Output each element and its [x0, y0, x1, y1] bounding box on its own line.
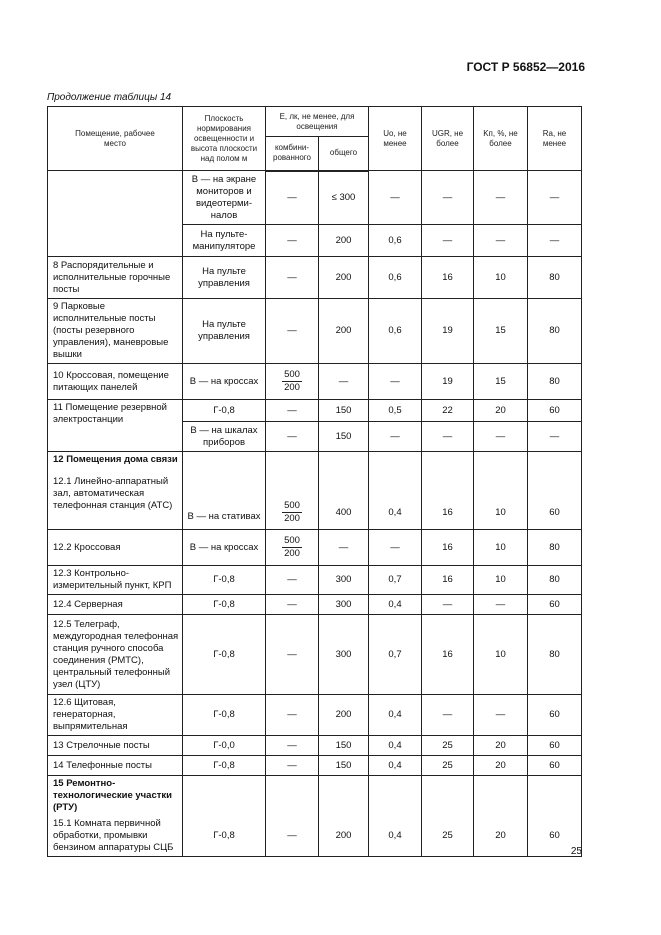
ugr-cell: 19 [422, 299, 474, 364]
general-cell: 200 [319, 776, 369, 857]
document-code: ГОСТ Р 56852—2016 [466, 60, 585, 74]
general-cell: ≤ 300 [319, 171, 369, 225]
plane-cell: В — на стативах [183, 452, 266, 530]
table-row [48, 776, 582, 857]
combined-cell: — [266, 400, 319, 422]
plane-cell: Г-0,8 [183, 695, 266, 736]
ra-cell: — [528, 171, 582, 225]
combined-cell: — [266, 595, 319, 615]
combined-cell: — [266, 615, 319, 695]
kp-cell: 20 [474, 776, 528, 857]
table-row [48, 171, 582, 225]
fraction-denominator: 200 [284, 548, 300, 559]
header-illuminance-group: E, лк, не менее, для освещения [266, 107, 369, 137]
room-cell: 14 Телефонные посты [48, 756, 183, 776]
room-cell [48, 776, 183, 857]
combined-cell: — [266, 566, 319, 595]
table-row [48, 530, 582, 566]
ugr-cell: 25 [422, 756, 474, 776]
ugr-cell: — [422, 695, 474, 736]
room-cell: 12.4 Серверная [48, 595, 183, 615]
kp-cell: 10 [474, 452, 528, 530]
fraction-numerator: 500 [284, 535, 300, 546]
lighting-norms-table [47, 106, 582, 857]
combined-cell: — [266, 695, 319, 736]
header-combined: комбинированного [266, 137, 319, 171]
uo-cell: — [369, 422, 422, 452]
ra-cell: 60 [528, 776, 582, 857]
table-row [48, 452, 582, 530]
general-cell: 150 [319, 756, 369, 776]
general-cell: 300 [319, 615, 369, 695]
combined-cell [266, 452, 319, 530]
kp-cell: — [474, 171, 528, 225]
room-cell: 12.2 Кроссовая [48, 530, 183, 566]
combined-cell: — [266, 776, 319, 857]
combined-fraction [282, 369, 302, 394]
section-title: 12 Помещения дома связи [53, 454, 178, 465]
ugr-cell: — [422, 422, 474, 452]
kp-cell: 20 [474, 736, 528, 756]
kp-cell: — [474, 422, 528, 452]
section-title: 15 Ремонтно-технологические участки (РТУ) [53, 778, 172, 813]
plane-cell: Г-0,8 [183, 566, 266, 595]
plane-cell: На пульте-манипуляторе [183, 225, 266, 257]
room-cell: 12.3 Контрольно-измерительный пункт, КРП [48, 566, 183, 595]
room-label: 12.1 Линейно-аппаратный зал, автоматическая телефонная станция (АТС) [53, 476, 173, 511]
combined-fraction [282, 500, 302, 525]
general-cell: 300 [319, 566, 369, 595]
uo-cell: 0,4 [369, 595, 422, 615]
plane-cell: На пульте управления [183, 257, 266, 299]
table-caption: Продолжение таблицы 14 [47, 92, 172, 103]
uo-cell: 0,4 [369, 695, 422, 736]
general-cell: — [319, 530, 369, 566]
uo-cell: 0,6 [369, 257, 422, 299]
ra-cell: 80 [528, 364, 582, 400]
table-row [48, 736, 582, 756]
room-cell: 12.5 Телеграф, междугородная телефонная станция ручного способа соединения (РМТС), центральный телефонный узел (ЦТУ) [48, 615, 183, 695]
ugr-cell: — [422, 225, 474, 257]
uo-cell: — [369, 530, 422, 566]
combined-cell: — [266, 756, 319, 776]
combined-cell [266, 364, 319, 400]
plane-cell: Г-0,8 [183, 776, 266, 857]
general-cell: 150 [319, 422, 369, 452]
uo-cell: 0,4 [369, 452, 422, 530]
kp-cell: 20 [474, 400, 528, 422]
general-cell: 200 [319, 695, 369, 736]
ra-cell: 60 [528, 756, 582, 776]
ra-cell: 80 [528, 615, 582, 695]
uo-cell: — [369, 171, 422, 225]
table-row [48, 756, 582, 776]
combined-cell: — [266, 225, 319, 257]
combined-cell: — [266, 257, 319, 299]
combined-cell: — [266, 171, 319, 225]
ra-cell: — [528, 422, 582, 452]
table-row [48, 299, 582, 364]
uo-cell: 0,6 [369, 299, 422, 364]
ugr-cell: 22 [422, 400, 474, 422]
room-cell: 11 Помещение резервной электростанции [48, 400, 183, 452]
kp-cell: — [474, 225, 528, 257]
combined-cell: — [266, 422, 319, 452]
room-cell [48, 452, 183, 530]
plane-cell: На пульте управления [183, 299, 266, 364]
combined-cell: — [266, 299, 319, 364]
uo-cell: 0,7 [369, 566, 422, 595]
ra-cell: 80 [528, 257, 582, 299]
room-cell: 8 Распорядительные и исполнительные горочные посты [48, 257, 183, 299]
kp-cell: — [474, 695, 528, 736]
room-cell: 10 Кроссовая, помещение питающих панелей [48, 364, 183, 400]
kp-cell: 10 [474, 257, 528, 299]
fraction-numerator: 500 [284, 500, 300, 511]
general-cell: 200 [319, 299, 369, 364]
ugr-cell: 25 [422, 736, 474, 756]
plane-cell: В — на шкалах приборов [183, 422, 266, 452]
table-row [48, 400, 582, 422]
uo-cell: 0,7 [369, 615, 422, 695]
table-row [48, 695, 582, 736]
uo-cell: 0,4 [369, 776, 422, 857]
general-cell: 200 [319, 257, 369, 299]
page-number: 25 [570, 846, 582, 857]
uo-cell: — [369, 364, 422, 400]
ugr-cell: 25 [422, 776, 474, 857]
room-cell: 12.6 Щитовая, генераторная, выпрямительная [48, 695, 183, 736]
kp-cell: 20 [474, 756, 528, 776]
ugr-cell: — [422, 595, 474, 615]
ra-cell: — [528, 225, 582, 257]
kp-cell: 10 [474, 615, 528, 695]
ra-cell: 60 [528, 736, 582, 756]
ugr-cell: 19 [422, 364, 474, 400]
plane-cell: В — на экране мониторов и видеотерминалов [183, 171, 266, 225]
room-cell: 13 Стрелочные посты [48, 736, 183, 756]
table-row [48, 257, 582, 299]
general-cell: 200 [319, 225, 369, 257]
kp-cell: 15 [474, 299, 528, 364]
ra-cell: 60 [528, 595, 582, 615]
plane-cell: Г-0,8 [183, 756, 266, 776]
ra-cell: 60 [528, 695, 582, 736]
ra-cell: 80 [528, 299, 582, 364]
room-label: 15.1 Комната первичной обработки, промывки бензином аппаратуры СЦБ [53, 818, 174, 853]
uo-cell: 0,4 [369, 756, 422, 776]
plane-cell: Г-0,0 [183, 736, 266, 756]
table-row [48, 615, 582, 695]
combined-cell [266, 530, 319, 566]
plane-cell: В — на кроссах [183, 530, 266, 566]
ugr-cell: 16 [422, 452, 474, 530]
kp-cell: 10 [474, 530, 528, 566]
fraction-numerator: 500 [284, 369, 300, 380]
ra-cell: 80 [528, 566, 582, 595]
room-cell: 9 Парковые исполнительные посты (посты резервного управления), маневровые вышки [48, 299, 183, 364]
general-cell: 150 [319, 400, 369, 422]
uo-cell: 0,5 [369, 400, 422, 422]
header-ugr: UGR, не более [422, 107, 474, 171]
kp-cell: 10 [474, 566, 528, 595]
header-uo: Uo, не менее [369, 107, 422, 171]
header-plane: Плоскость нормирования освещенности и высота плоскости над полом м [183, 107, 266, 171]
combined-cell: — [266, 736, 319, 756]
header-general: общего [319, 137, 369, 171]
ra-cell: 80 [528, 530, 582, 566]
table-row [48, 364, 582, 400]
combined-fraction [282, 535, 302, 560]
ra-cell: 60 [528, 452, 582, 530]
kp-cell: — [474, 595, 528, 615]
header-room: Помещение, рабочее место [48, 107, 183, 171]
ra-cell: 60 [528, 400, 582, 422]
general-cell: 300 [319, 595, 369, 615]
table-row [48, 566, 582, 595]
uo-cell: 0,6 [369, 225, 422, 257]
general-cell: 400 [319, 452, 369, 530]
general-cell: 150 [319, 736, 369, 756]
ugr-cell: 16 [422, 615, 474, 695]
plane-cell: В — на кроссах [183, 364, 266, 400]
plane-cell: Г-0,8 [183, 400, 266, 422]
header-ra: Ra, не менее [528, 107, 582, 171]
general-cell: — [319, 364, 369, 400]
room-cell [48, 171, 183, 257]
ugr-cell: 16 [422, 257, 474, 299]
plane-cell: Г-0,8 [183, 595, 266, 615]
fraction-denominator: 200 [284, 513, 300, 524]
ugr-cell: — [422, 171, 474, 225]
ugr-cell: 16 [422, 566, 474, 595]
uo-cell: 0,4 [369, 736, 422, 756]
table-row [48, 595, 582, 615]
header-kp: Kп, %, не более [474, 107, 528, 171]
plane-cell: Г-0,8 [183, 615, 266, 695]
ugr-cell: 16 [422, 530, 474, 566]
fraction-denominator: 200 [284, 382, 300, 393]
kp-cell: 15 [474, 364, 528, 400]
